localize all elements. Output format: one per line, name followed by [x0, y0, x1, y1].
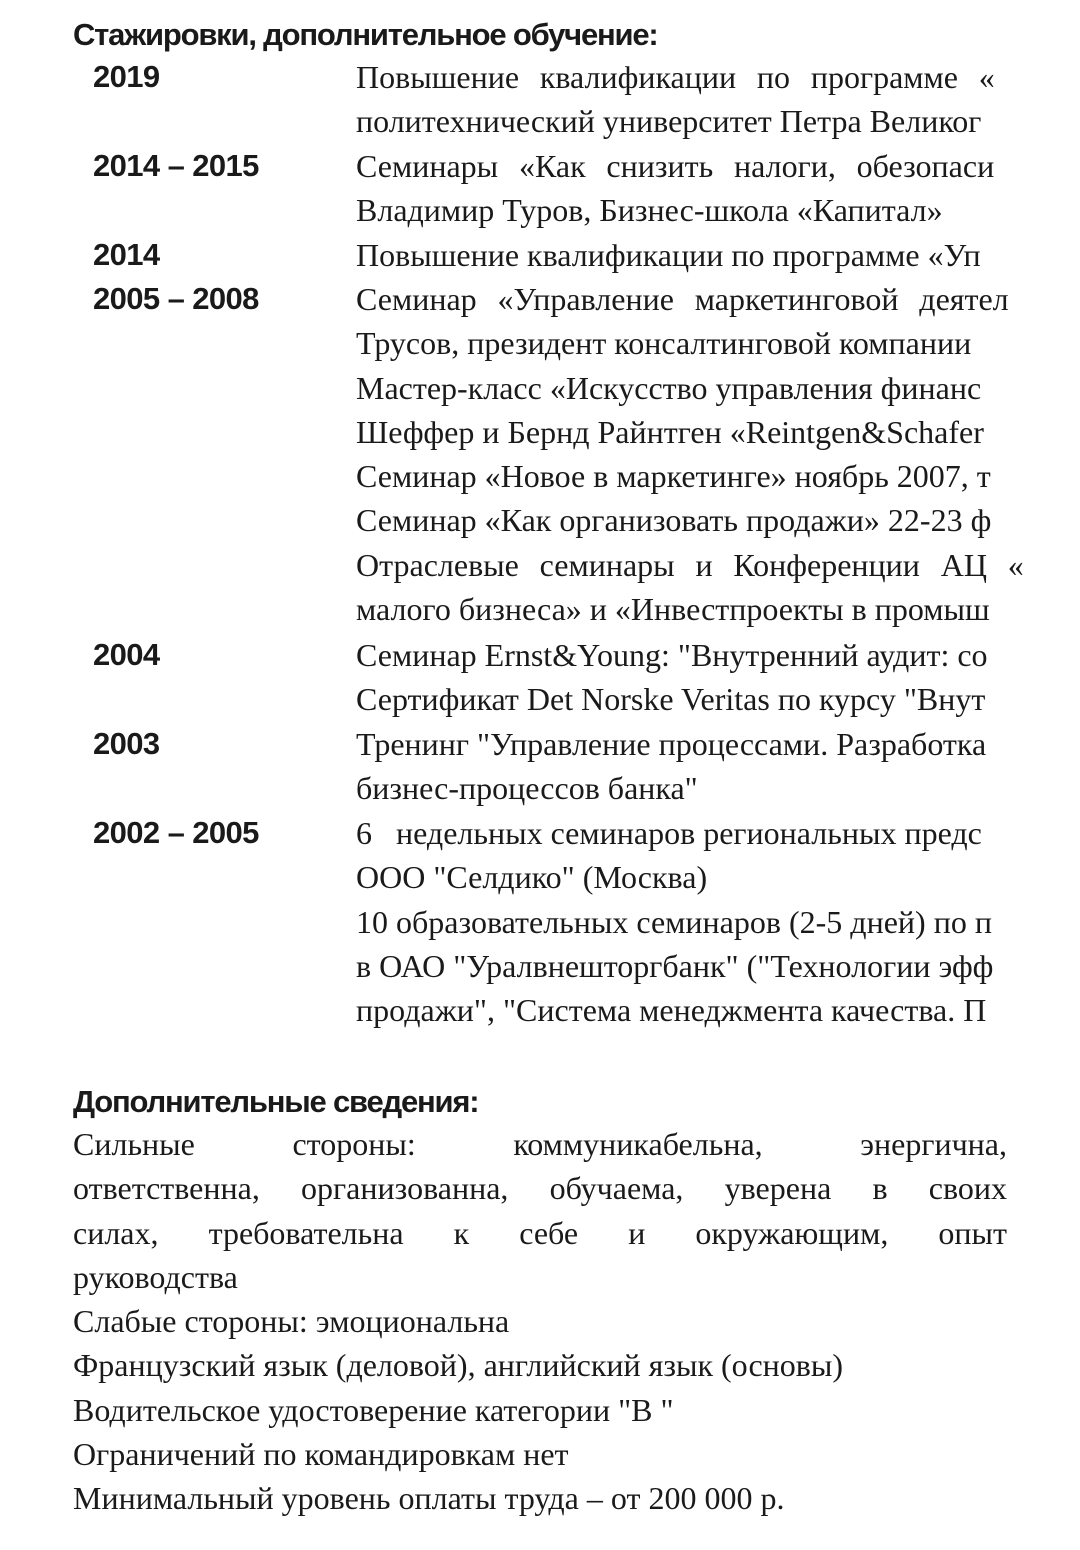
entry-line: бизнес-процессов банка" [356, 770, 698, 807]
entry-line: Повышение квалификации по программе «Уп [356, 237, 981, 273]
year-2014: 2014 [93, 237, 160, 272]
year-2003: 2003 [93, 726, 160, 761]
strengths-line: Сильные стороны: коммуникабельна, энергична, [73, 1126, 1007, 1162]
languages-text: Французский язык (деловой), английский язык (основы) [73, 1347, 844, 1384]
strengths-line: руководства [73, 1258, 238, 1295]
year-2019: 2019 [93, 59, 160, 94]
entry-line: Сертификат Det Norske Veritas по курсу "Внут [356, 681, 986, 718]
year-2002-2005: 2002 – 2005 [93, 815, 259, 850]
entry-line: Тренинг "Управление процессами. Разработка [356, 726, 987, 762]
entry-2014 [356, 233, 981, 277]
additional-info [73, 1122, 1007, 1521]
entry-line: 10 образовательных семинаров (2-5 дней) по п [356, 903, 992, 940]
entry-line: Семинары «Как снизить налоги, обезопаси [356, 148, 995, 184]
travel-text: Ограничений по командировкам нет [73, 1436, 569, 1473]
entry-2014-2015 [356, 144, 994, 233]
entry-line: Владимир Туров, Бизнес-школа «Капитал» [356, 192, 943, 229]
strengths-line: силах, требовательна к себе и окружающим, опыт [73, 1214, 1007, 1251]
entry-line: продажи", "Система менеджмента качества. П [356, 992, 987, 1029]
entry-line: Трусов, президент консалтинговой компании [356, 325, 972, 362]
salary-text: Минимальный уровень оплаты труда – от 200 000 р. [73, 1480, 785, 1517]
entry-line: Семинар «Как организовать продажи» 22-23 ф [356, 502, 992, 539]
entry-line: ООО "Селдико" (Москва) [356, 859, 708, 896]
internships-heading: Стажировки, дополнительное обучение: [73, 17, 658, 52]
entry-line: Отраслевые семинары и Конференции АЦ « [356, 546, 1024, 583]
entry-2002-2005 [356, 811, 993, 1032]
entry-line: Семинар «Новое в маркетинге» ноябрь 2007, т [356, 458, 991, 495]
entry-line: 6 недельных семинаров региональных предс [356, 815, 982, 851]
entry-line: Семинар Ernst&Young: "Внутренний аудит: со [356, 637, 988, 673]
year-2014-2015: 2014 – 2015 [93, 148, 259, 183]
entry-line: малого бизнеса» и «Инвестпроекты в промыш [356, 591, 990, 628]
weaknesses-text: Слабые стороны: эмоциональна [73, 1303, 510, 1340]
entry-line: Мастер-класс «Искусство управления финанс [356, 369, 982, 406]
entry-2003 [356, 722, 986, 811]
entry-2005-2008 [356, 277, 1024, 631]
year-2004: 2004 [93, 637, 160, 672]
additional-heading: Дополнительные сведения: [73, 1084, 479, 1119]
entry-line: Семинар «Управление маркетинговой деятел [356, 281, 1009, 317]
entry-2019 [356, 55, 995, 144]
entry-line: политехнический университет Петра Великог [356, 103, 982, 140]
entry-line: Шеффер и Бернд Райнтген «Reintgen&Schafer [356, 413, 984, 450]
year-2005-2008: 2005 – 2008 [93, 281, 259, 316]
strengths-line: ответственна, организованна, обучаема, уверена в своих [73, 1170, 1007, 1207]
driving-license-text: Водительское удостоверение категории "В " [73, 1391, 674, 1428]
entry-2004 [356, 633, 988, 722]
entry-line: в ОАО "Уралвнешторгбанк" ("Технологии эфф [356, 947, 994, 984]
entry-line: Повышение квалификации по программе « [356, 59, 995, 95]
